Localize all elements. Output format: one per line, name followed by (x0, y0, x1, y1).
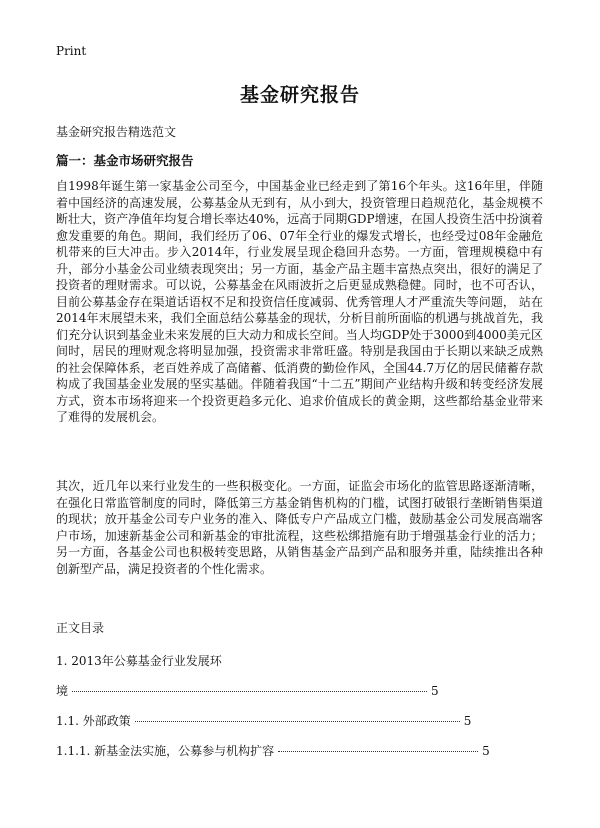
toc-leader-dots (135, 720, 460, 722)
body-paragraph: 自1998年诞生第一家基金公司至今，中国基金业已经走到了第16个年头。这16年里，伴随着中国经济的高速发展，公募基金从无到有，从小到大，投资管理日趋规范化，基金规模不断壮大，资产净值年均复合增长率达40%，远高于同期GDP增速，在国人投资生活中扮演着愈发重要的角色。期间，我们经历了06、07年全行业的爆发式增长，也经受过08年金融危机带来的巨大冲击。步入2014年，行业发展呈现企稳回升态势。一方面，管理规模稳中有升，部分小基金公司业绩表现突出；另一方面，基金产品主题丰富热点突出，很好的满足了投资者的理财需求。可以说，公募基金在风雨波折之后更显成熟稳健。同时，也不可否认，目前公募基金存在渠道话语权不足和投资信任度减弱、优秀管理人才严重流失等问题， 站在2014年末展望未来，我们全面总结公募基金的现状，分析目前所面临的机遇与挑战首先，我们充分认识到基金业未来发展的巨大动力和成长空间。当人均GDP处于3000到4000美元区间时，居民的理财观念将明显加强，投资需求非常旺盛。特别是我国由于长期以来缺乏成熟的社会保障体系，老百姓养成了高储蓄、低消费的勤俭作风，全国44.7万亿的居民储蓄存款构成了我国基金业发展的坚实基础。伴随着我国“十二五”期间产业结构升级和转变经济发展方式，资本市场将迎来一个投资更趋多元化、追求价值成长的黄金期，这些都给基金业带来了难得的发展机会。 (56, 179, 543, 424)
toc-entry-text: 境 (56, 684, 69, 698)
toc-leader-dots (278, 750, 478, 752)
toc-entry-text: 1.1.1. 新基金法实施，公募参与机构扩容 (56, 744, 275, 758)
print-label[interactable]: Print (56, 44, 87, 58)
document-title: 基金研究报告 (239, 84, 360, 106)
toc-entry[interactable] (56, 712, 471, 729)
toc-title: 正文目录 (56, 621, 105, 635)
toc-entry-page: 5 (463, 714, 472, 728)
toc-entry[interactable] (56, 652, 222, 669)
toc-entry-text: 1.1. 外部政策 (56, 714, 131, 728)
section-heading: 篇一：基金市场研究报告 (56, 153, 194, 168)
toc-entry-page: 5 (431, 684, 439, 698)
toc-leader-dots (72, 690, 427, 692)
toc-entry-page: 5 (482, 744, 490, 758)
toc-entry[interactable] (56, 682, 439, 699)
body-paragraph: 其次，近几年以来行业发生的一些积极变化。一方面，证监会市场化的监管思路逐渐清晰，在强化日常监管制度的同时，降低第三方基金销售机构的门槛，试图打破银行垄断销售渠道的现状；放开基金公司专户业务的准入、降低专户产品成立门槛，鼓励基金公司发展高端客户市场，加速新基金公司和新基金的审批流程，这些松绑措施有助于增强基金行业的活力；另一方面，各基金公司也积极转变思路，从销售基金产品到产品和服务并重，陆续推出各种创新型产品，满足投资者的个性化需求。 (56, 479, 543, 576)
toc-entry-text: 1. 2013年公募基金行业发展环 (56, 654, 222, 668)
toc-entry[interactable] (56, 742, 490, 759)
document-subtitle: 基金研究报告精选范文 (56, 125, 177, 139)
